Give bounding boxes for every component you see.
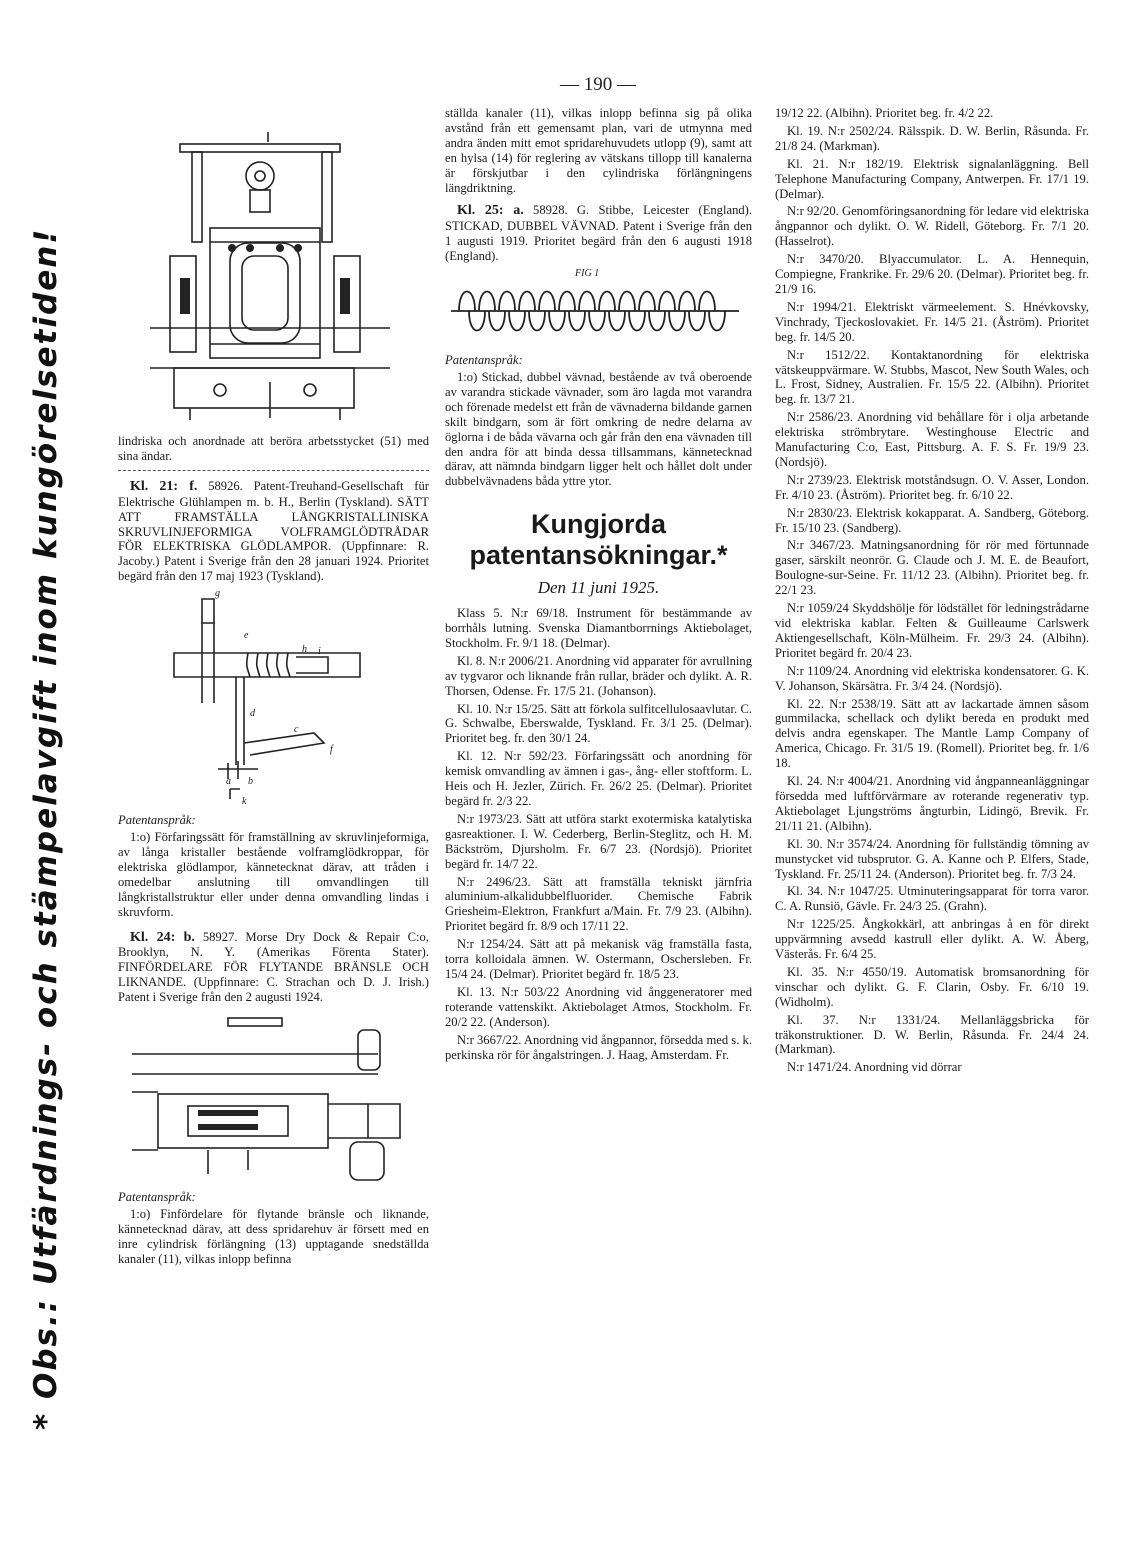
application-entry: N:r 1994/21. Elektriskt värmeelement. S. Hnévkovsky, Vinchrady, Tjeckoslovakiet. Fr. 14/5 21. (Åström). Prioritet beg. fr. 14/5 20. — [775, 299, 1089, 344]
application-entry: N:r 1512/22. Kontaktanordning för elektriska vätskeuppvärmare. W. Stubbs, Mascot, New South Wales, och L. Frost, Sidney, Australien. Fr. 15/5 22. (Albihn). Prioritet beg. fr. 13/7 21. — [775, 347, 1089, 407]
application-entry: N:r 3467/23. Matningsanordning för rör med förtunnade gaser, särskilt neonrör. G. Claude och J. M. E. de Beaufort, Boulogne-sur-Seine. Fr. 11/12 23. (Albihn). Prioritet beg. fr. 22/1 23. — [775, 538, 1089, 598]
column-left — [118, 434, 429, 1271]
divider — [118, 470, 429, 471]
page-number: — 190 — — [560, 74, 636, 95]
figure-burner-nozzle — [118, 1008, 429, 1186]
application-entry: N:r 2496/23. Sätt att framställa tekniskt järnfria aluminium-alkalidubbelfluorider. Chemische Fabrik Griesheim-Elektron, Frankfurt a/Main. Fr. 7/9 23. (Albihn). Prioritet begärd fr. 8/9 och 17/11 22. — [445, 874, 752, 934]
continued-text: ställda kanaler (11), vilkas inlopp befinna sig på olika avstånd från ett gemensamt plan, vari de utmynna med andra änden mitt emot spridarehuvudets utlopp (9), samt att en hylsa (14) för reglering av vätskans tillopp till kanalerna är förskjutbar i den cylindriska förlängningens längdriktning. — [445, 106, 752, 195]
application-entry: N:r 1225/25. Ångkokkärl, att anbringas å en för direkt uppvärmning avsedd kastrull eller dylikt. A. W. Åberg, Västerås. Fr. 6/4 25. — [775, 917, 1089, 962]
application-entry: N:r 1059/24 Skyddshölje för lödstället för ledningstrådarne vid elektriska kablar. Felten & Guilleaume Carlswerk Aktiengesellschaft, Köln-Mülheim. Fr. 29/3 24. (Albihn). Prioritet begärd fr. 20/4 23. — [775, 601, 1089, 660]
fig-label-d: d — [250, 708, 255, 720]
fig-label: FIG 1 — [575, 268, 600, 280]
class-label: Kl. 24: b. — [130, 929, 195, 945]
application-entry: N:r 2830/23. Elektrisk kokapparat. A. Sandberg, Göteborg. Fr. 15/10 23. (Sandberg). — [775, 505, 1089, 535]
entry-text: 58926. Patent-Treuhand-Gesellschaft für Elektrische Glühlampen m. b. H., Berlin (Tyskland). SÄTT ATT FRAMSTÄLLA LÅNGKRISTALLINISKA SKRUVLINJEFORMIGA VOLFRAMGLÖDTRÅDAR FÖR ELEKTRISKA GLÖDLAMPOR. (Uppfinnare: R. Jacoby.) Patent i Sverige från den 28 januari 1924. Prioritet begärd från den 17 maj 1923 (Tyskland). — [118, 478, 429, 584]
application-entry: Kl. 24. N:r 4004/21. Anordning vid ångpanneanläggningar försedda med luftförvärmare av roterande regenerativ typ. Aktiebolaget Ljungströms ångturbin, Lidingö, Brevik. Fr. 21/11 21. (Albihn). — [775, 774, 1089, 833]
column-right — [775, 106, 1089, 1078]
fig-label-c: c — [294, 724, 299, 736]
application-entry: N:r 1973/23. Sätt att utföra starkt exotermiska katalytiska gasreaktioner. I. W. Cederberg, Berlin-Steglitz, och H. M. Bäckström, Djursholm. Fr. 6/7 23. (Nordsjö). Prioritet begärd fr. 14/7 22. — [445, 811, 752, 871]
patent-entry-kl24 — [118, 930, 429, 1006]
application-entry: N:r 2586/23. Anordning vid behållare för i olja arbetande elektriska strömbrytare. Westinghouse Electric and Manufacturing C:o, East, Pittsburg. A. F. S. Fr. 19/9 23. (Nordsjö). — [775, 410, 1089, 469]
class-label: Kl. 21: f. — [130, 478, 198, 494]
application-entry: N:r 92/20. Genomföringsanordning för ledare vid elektriska ångpannor och dylikt. O. W. Ridell, Göteborg. Fr. 7/1 20. (Hasselrot). — [775, 204, 1089, 249]
section-heading: Kungjorda patentansökningar.* — [469, 509, 728, 571]
claim-text: 1:o) Stickad, dubbel vävnad, bestående av två oberoende av varandra stickade vävnader, som äro lagda mot varandra och förenade medelst ett från de vävnaderna bildande garnen skilt bindgarn, som är fört omkring de nedre delarna av öglorna i de båda vävarna och går från den ena vävnaden till den andra för att binda dessa tillsammans, kännetecknad därav, att nämnda bindgarn ligger helt och hållet dolt under dubbelvävnadens båda yttre ytor. — [445, 369, 753, 489]
claim-label: Patentanspråk: — [118, 1190, 196, 1205]
section-date: Den 11 juni 1925. — [537, 578, 660, 598]
application-entry: Kl. 12. N:r 592/23. Förfaringssätt och anordning för kemisk omvandling av ämnen i gas-, ång- eller stoftform. L. Heis och H. Jezler, Zürich. Fr. 26/2 25. (Delmar). Prioritet begärd fr. 2/3 22. — [445, 749, 752, 808]
side-note: * Obs.: Utfärdnings- och stämpelavgift inom kungörelsetiden! — [28, 227, 64, 1430]
class-label: Kl. 25: a. — [457, 203, 524, 219]
entry-text: 58927. Morse Dry Dock & Repair C:o, Brooklyn, N. Y. (Amerikas Förenta Stater). FINFÖRDELARE FÖR FLYTANDE BRÄNSLE OCH LIKNANDE. (Uppfinnare: C. Strachan och D. J. Irish.) Patent i Sverige från den 2 augusti 1924. — [118, 929, 429, 1005]
application-entry: Kl. 21. N:r 182/19. Elektrisk signalanläggning. Bell Telephone Manufacturing Company, Antwerpen. Fr. 17/1 19. (Delmar). — [775, 156, 1089, 201]
column-middle — [445, 106, 752, 1065]
application-entry: N:r 1254/24. Sätt att på mekanisk väg framställa fasta, torra kolloidala ämnen. W. Ostermann, Oschersleben. Fr. 15/4 24. (Delmar). Prioritet begärd fr. 18/5 23. — [445, 937, 752, 981]
patent-entry-kl25 — [445, 203, 752, 264]
application-entry: Kl. 19. N:r 2502/24. Rälsspik. D. W. Berlin, Råsunda. Fr. 21/8 24. (Markman). — [775, 123, 1089, 153]
claim-label: Patentanspråk: — [445, 353, 523, 368]
fig-label-f: f — [330, 744, 333, 756]
fig-label-b: b — [248, 776, 253, 788]
figure-knitted-fabric — [445, 267, 752, 349]
intro-text: lindriska och anordnade att beröra arbetsstycket (51) med sina ändar. — [118, 434, 429, 463]
application-entry: Kl. 37. N:r 1331/24. Mellanläggsbricka för träkonstruktioner. D. W. Berlin, Råsunda. Fr. 24/4 24. (Markman). — [775, 1012, 1089, 1057]
application-entry: Kl. 8. N:r 2006/21. Anordning vid apparater för avrullning av tygvaror och liknande från rullar, bräder och dylikt. A. R. Thorsen, Odense. Fr. 17/5 21. (Johanson). — [445, 653, 752, 698]
application-entry: N:r 3470/20. Blyaccumulator. L. A. Hennequin, Compiegne, Frankrike. Fr. 29/6 20. (Delmar). Prioritet beg. fr. 21/9 16. — [775, 252, 1089, 296]
application-entry: N:r 1471/24. Anordning vid dörrar — [787, 1060, 962, 1075]
application-entry: Kl. 35. N:r 4550/19. Automatisk bromsanordning för vinschar och dylikt. G. F. Clarin, Osby. Fr. 6/10 19. (Widholm). — [775, 964, 1089, 1009]
application-entry: Klass 5. N:r 69/18. Instrument för bestämmande av borrhåls lutning. Svenska Diamantborrnings Aktiebolaget, Stockholm. Fr. 9/1 18. (Delmar). — [445, 606, 752, 650]
application-entry: N:r 1109/24. Anordning vid elektriska kondensatorer. G. K. V. Johanson, Skärsätra. Fr. 3/4 24. (Nordsjö). — [775, 663, 1089, 693]
application-entry: Kl. 34. N:r 1047/25. Utminuteringsapparat för torra varor. C. A. Runsiö, Gävle. Fr. 24/3 25. (Grahn). — [775, 884, 1089, 914]
application-entry: Kl. 30. N:r 3574/24. Anordning för fullständig tömning av munstycket vid tubsprutor. G. A. Kanne och P. Elfers, Stade, Tyskland. Fr. 25/11 24. (Anderson). Prioritet beg. fr. 7/3 24. — [775, 836, 1089, 881]
application-entry: N:r 3667/22. Anordning vid ångpannor, försedda med s. k. perkinska rör för ångalstringen. J. Haag, Amsterdam. Fr. — [445, 1032, 752, 1062]
application-entry: Kl. 13. N:r 503/22 Anordning vid ånggeneratorer med roterande vattenskikt. Aktiebolaget Atmos, Stockholm. Fr. 20/2 22. (Anderson). — [445, 984, 752, 1029]
fig-label-k: k — [242, 796, 247, 808]
figure-machine-drawing — [150, 128, 390, 430]
entry-text: 58928. G. Stibbe, Leicester (England). STICKAD, DUBBEL VÄVNAD. Patent i Sverige från den 1 augusti 1919. Prioritet begärd från den 6 augusti 1918 (England). — [445, 203, 753, 264]
patent-entry-kl21 — [118, 479, 429, 584]
claim-text: 1:o) Finfördelare för flytande bränsle och liknande, kännetecknad därav, att dess spridarehuv är försett med en inre cylindrisk förlängning (13) upptagande snedställda kanaler (11), vilkas inlopp befinna — [118, 1206, 429, 1266]
application-entry: Kl. 10. N:r 15/25. Sätt att förkola sulfitcellulosaavlutar. C. G. Schwalbe, Eberswalde, Tyskland. Fr. 3/1 25. (Delmar). Prioritet beg. fr. den 30/1 24. — [445, 701, 752, 746]
application-entry: Kl. 22. N:r 2538/19. Sätt att av lackartade ämnen såsom gummilacka, schellack och dylikt bereda en produkt med delvis andra egenskaper. The Mantle Lamp Company of America, Chicago. Fr. 31/5 19. (Romell). Prioritet beg. fr. 1/6 18. — [775, 696, 1089, 771]
figure-wire-winding — [118, 587, 429, 809]
fig-label-h: h — [302, 644, 307, 656]
application-entry: N:r 2739/23. Elektrisk motståndsugn. O. V. Asser, London. Fr. 4/10 23. (Åström). Prioritet beg. fr. 6/10 22. — [775, 472, 1089, 502]
fig-label-g: g — [215, 588, 220, 600]
application-entry: 19/12 22. (Albihn). Prioritet beg. fr. 4/2 22. — [775, 106, 994, 120]
claim-label: Patentanspråk: — [118, 813, 196, 828]
fig-label-i: i — [318, 646, 321, 658]
fig-label-e: e — [244, 630, 249, 642]
fig-label-a: a — [226, 776, 231, 788]
claim-text: 1:o) Förfaringssätt för framställning av skruvlinjeformiga, av långa kristaller bestående volframglödkroppar, för elektriska glödlampor, kännetecknat därav, att tråden i omedelbar anslutning till omvandlingen till långkristallstruktur eller under denna omvandling lindas i skruvform. — [118, 830, 429, 919]
